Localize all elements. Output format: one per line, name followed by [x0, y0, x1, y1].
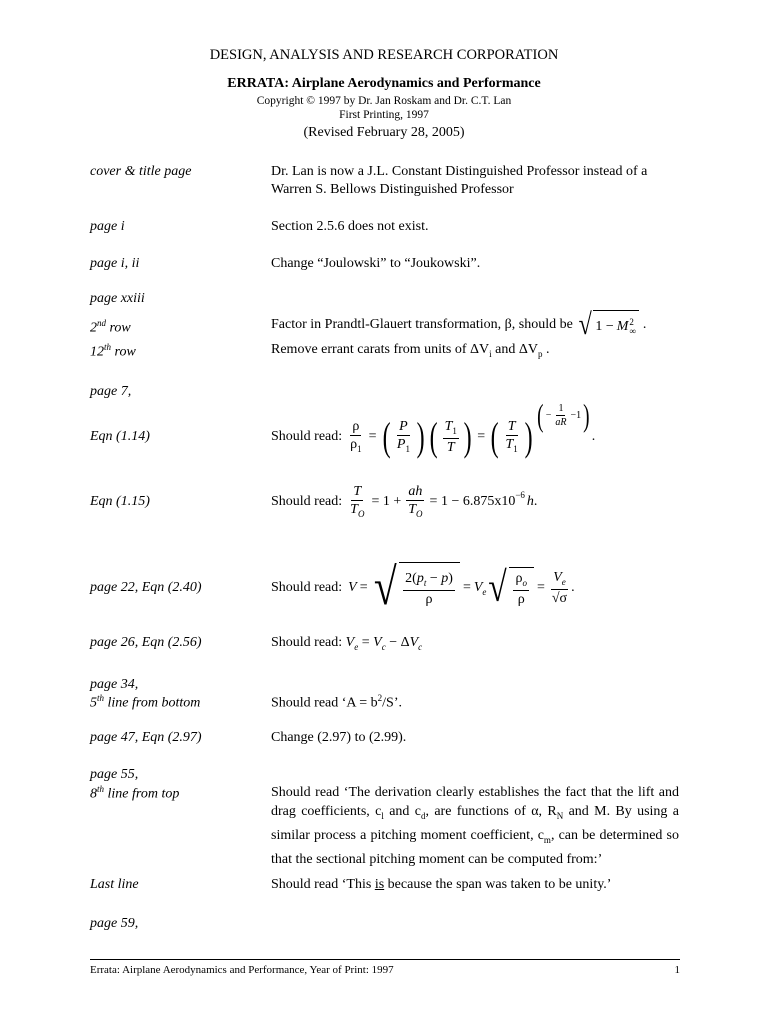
text-page-55: Should read ‘The derivation clearly establishes the fact that the lift and drag coefficients, $c_l$ and $c_d$, are functions of α, $R_N$ and M. By using a similar process a pitching moment coefficient, $c_m$, can be determined so that the sectional pitching moment can be computed from:’: [271, 785, 679, 867]
printing-line: First Printing, 1997: [339, 109, 429, 121]
label-12th-row: 12th row: [90, 342, 136, 360]
revised-line: (Revised February 28, 2005): [303, 125, 465, 140]
label-page-xxiii: page xxiii: [90, 291, 145, 306]
label-cover: cover & title page: [90, 164, 192, 179]
equation-1-15: Should read: $\frac{T}{T_O}$ = 1 + $\frac{ah}{T_O}$ = 1 − 6.875x10 $^{-6}$ h .: [271, 483, 538, 520]
text-last-line: Should read ‘This is because the span was taken to be unity.’: [271, 877, 612, 892]
label-page-34-line: 5th line from bottom: [90, 693, 201, 711]
text-page-i: Section 2.5.6 does not exist.: [271, 219, 429, 234]
text-page-47: Change (2.97) to (2.99).: [271, 730, 407, 745]
text-page-34: Should read ‘$A = b^2/S$’.: [271, 693, 403, 711]
footer-divider: [90, 959, 680, 960]
label-page-55: page 55,: [90, 767, 139, 782]
equation-1-14: Should read: $\frac{\rho}{\rho_1}$ = ( $\frac{P}{P_1}$ ) ( $\frac{T_1}{T}$ ) = ( $\frac{T}{T_1}$ ) ( − $\frac{1}{aR}$ −1 ) .: [271, 397, 596, 459]
label-page-22: page 22, Eqn (2.40): [90, 580, 202, 595]
label-page-26: page 26, Eqn (2.56): [90, 635, 202, 650]
label-page-59: page 59,: [90, 916, 139, 931]
document-title: ERRATA: Airplane Aerodynamics and Performance: [227, 76, 541, 91]
text-cover: Dr. Lan is now a J.L. Constant Distinguished Professor instead of a Warren S. Bellows Distinguished Professor: [271, 164, 648, 197]
label-page-7: page 7,: [90, 384, 132, 399]
label-page-i: page i: [90, 219, 125, 234]
page-number: 1: [674, 964, 680, 976]
footer-text: Errata: Airplane Aerodynamics and Performance, Year of Print: 1997: [90, 964, 394, 976]
label-page-34: page 34,: [90, 677, 139, 692]
label-last-line: Last line: [90, 877, 139, 892]
label-2nd-row: 2nd row: [90, 318, 131, 336]
company-name: DESIGN, ANALYSIS AND RESEARCH CORPORATION: [209, 47, 559, 63]
copyright-line: Copyright © 1997 by Dr. Jan Roskam and Dr. C.T. Lan: [256, 95, 512, 107]
label-eqn-1-14: Eqn (1.14): [90, 429, 150, 444]
label-eqn-1-15: Eqn (1.15): [90, 494, 150, 509]
text-page-i-ii: Change “Joulowski” to “Joukowski”.: [271, 256, 481, 271]
equation-2-56: Should read: $V_e = V_c - \Delta V_c$: [271, 635, 423, 652]
text-2nd-row: Factor in Prandtl-Glauert transformation, β, should be √ 1 − M 2 ∞ .: [271, 308, 647, 341]
equation-2-40: Should read: V = √ $\frac{2(p_t - p)}{\rho}$ = $V_e$ √ $\frac{\rho_o}{\rho}$ = $\frac{V_e}{√\sigma}$ .: [271, 559, 575, 616]
text-12th-row: Remove errant carats from units of $\Delta V_i$ and $\Delta V_p$ .: [271, 342, 550, 359]
label-page-55-line: 8th line from top: [90, 784, 180, 802]
label-page-i-ii: page i, ii: [90, 256, 140, 271]
label-page-47: page 47, Eqn (2.97): [90, 730, 202, 745]
